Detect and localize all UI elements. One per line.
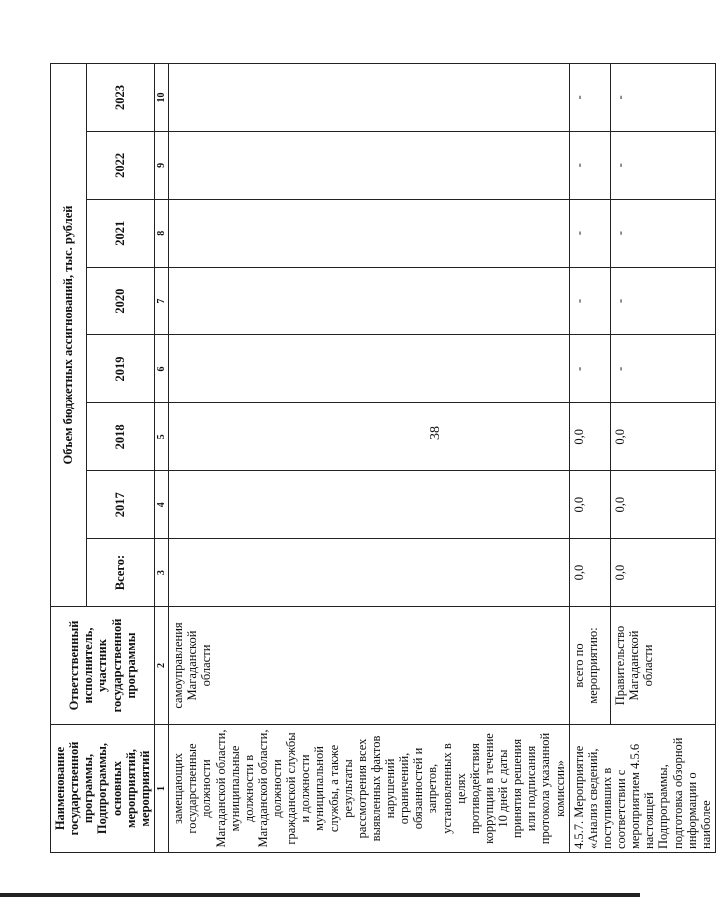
header-total: Всего: bbox=[86, 539, 154, 607]
col-num: 2 bbox=[154, 607, 168, 725]
cell-value: 0,0 bbox=[610, 539, 715, 607]
col-num: 3 bbox=[154, 539, 168, 607]
cell-value: - bbox=[569, 335, 610, 403]
header-year-2022: 2022 bbox=[86, 131, 154, 199]
cell-value bbox=[169, 131, 570, 199]
header-year-2023: 2023 bbox=[86, 64, 154, 132]
header-year-2021: 2021 bbox=[86, 199, 154, 267]
cell-value: - bbox=[610, 199, 715, 267]
cell-value: - bbox=[610, 64, 715, 132]
col-num: 1 bbox=[154, 725, 168, 853]
row-name: 4.5.7. Мероприятие «Анализ сведений, поступивших в соответствии с мероприятием 4.5.6 настоящей Подпрограммы, подготовка обзорной информации о наиболее bbox=[569, 725, 715, 853]
cell-value: 0,0 bbox=[569, 403, 610, 471]
header-name: Наименование государственной программы, Подпрограммы, основных мероприятий, мероприятий bbox=[51, 725, 155, 853]
column-number-row bbox=[154, 64, 168, 853]
cell-value: - bbox=[569, 64, 610, 132]
header-year-2017: 2017 bbox=[86, 471, 154, 539]
header-executor: Ответственный исполнитель, участник государственной программы bbox=[51, 607, 155, 725]
row-executor: всего по мероприятию: bbox=[569, 607, 610, 725]
col-num: 10 bbox=[154, 64, 168, 132]
scan-bottom-edge bbox=[0, 893, 640, 897]
cell-value bbox=[169, 403, 570, 471]
cell-value: - bbox=[569, 199, 610, 267]
cell-value bbox=[169, 267, 570, 335]
col-num: 8 bbox=[154, 199, 168, 267]
cell-value: - bbox=[569, 131, 610, 199]
col-num: 9 bbox=[154, 131, 168, 199]
row-executor: самоуправления Магаданской области bbox=[169, 607, 570, 725]
cell-value: 0,0 bbox=[610, 403, 715, 471]
header-year-2018: 2018 bbox=[86, 403, 154, 471]
cell-value: 0,0 bbox=[569, 471, 610, 539]
cell-value: - bbox=[610, 131, 715, 199]
cell-value bbox=[169, 539, 570, 607]
table-row bbox=[169, 64, 570, 853]
col-num: 4 bbox=[154, 471, 168, 539]
row-executor: Правительство Магаданской области bbox=[610, 607, 715, 725]
col-num: 6 bbox=[154, 335, 168, 403]
header-budget: Объем бюджетных ассигнований, тыс. рублей bbox=[51, 64, 87, 607]
cell-value: - bbox=[610, 335, 715, 403]
cell-value: 0,0 bbox=[610, 471, 715, 539]
cell-value: - bbox=[569, 267, 610, 335]
row-name: замещающих государственные должности Магаданской области, муниципальные должности в Магаданской области, должности гражданской службы и должности муниципальной службы, а также результаты рассмотрения всех выявленных фактов нарушений ограничений, обязанностей и запретов, установленных в целях противодействия коррупции в течение 10 дней с даты принятия решения или подписания протокола указанной комиссии» bbox=[169, 725, 570, 853]
cell-value bbox=[169, 199, 570, 267]
budget-table bbox=[50, 63, 716, 853]
header-year-2019: 2019 bbox=[86, 335, 154, 403]
cell-value bbox=[169, 335, 570, 403]
col-num: 7 bbox=[154, 267, 168, 335]
cell-value bbox=[169, 64, 570, 132]
cell-value: 0,0 bbox=[569, 539, 610, 607]
header-year-2020: 2020 bbox=[86, 267, 154, 335]
cell-value bbox=[169, 471, 570, 539]
rotated-table-container bbox=[50, 63, 713, 853]
table-row bbox=[569, 64, 610, 853]
col-num: 5 bbox=[154, 403, 168, 471]
page-number: 38 bbox=[428, 426, 443, 440]
cell-value: - bbox=[610, 267, 715, 335]
